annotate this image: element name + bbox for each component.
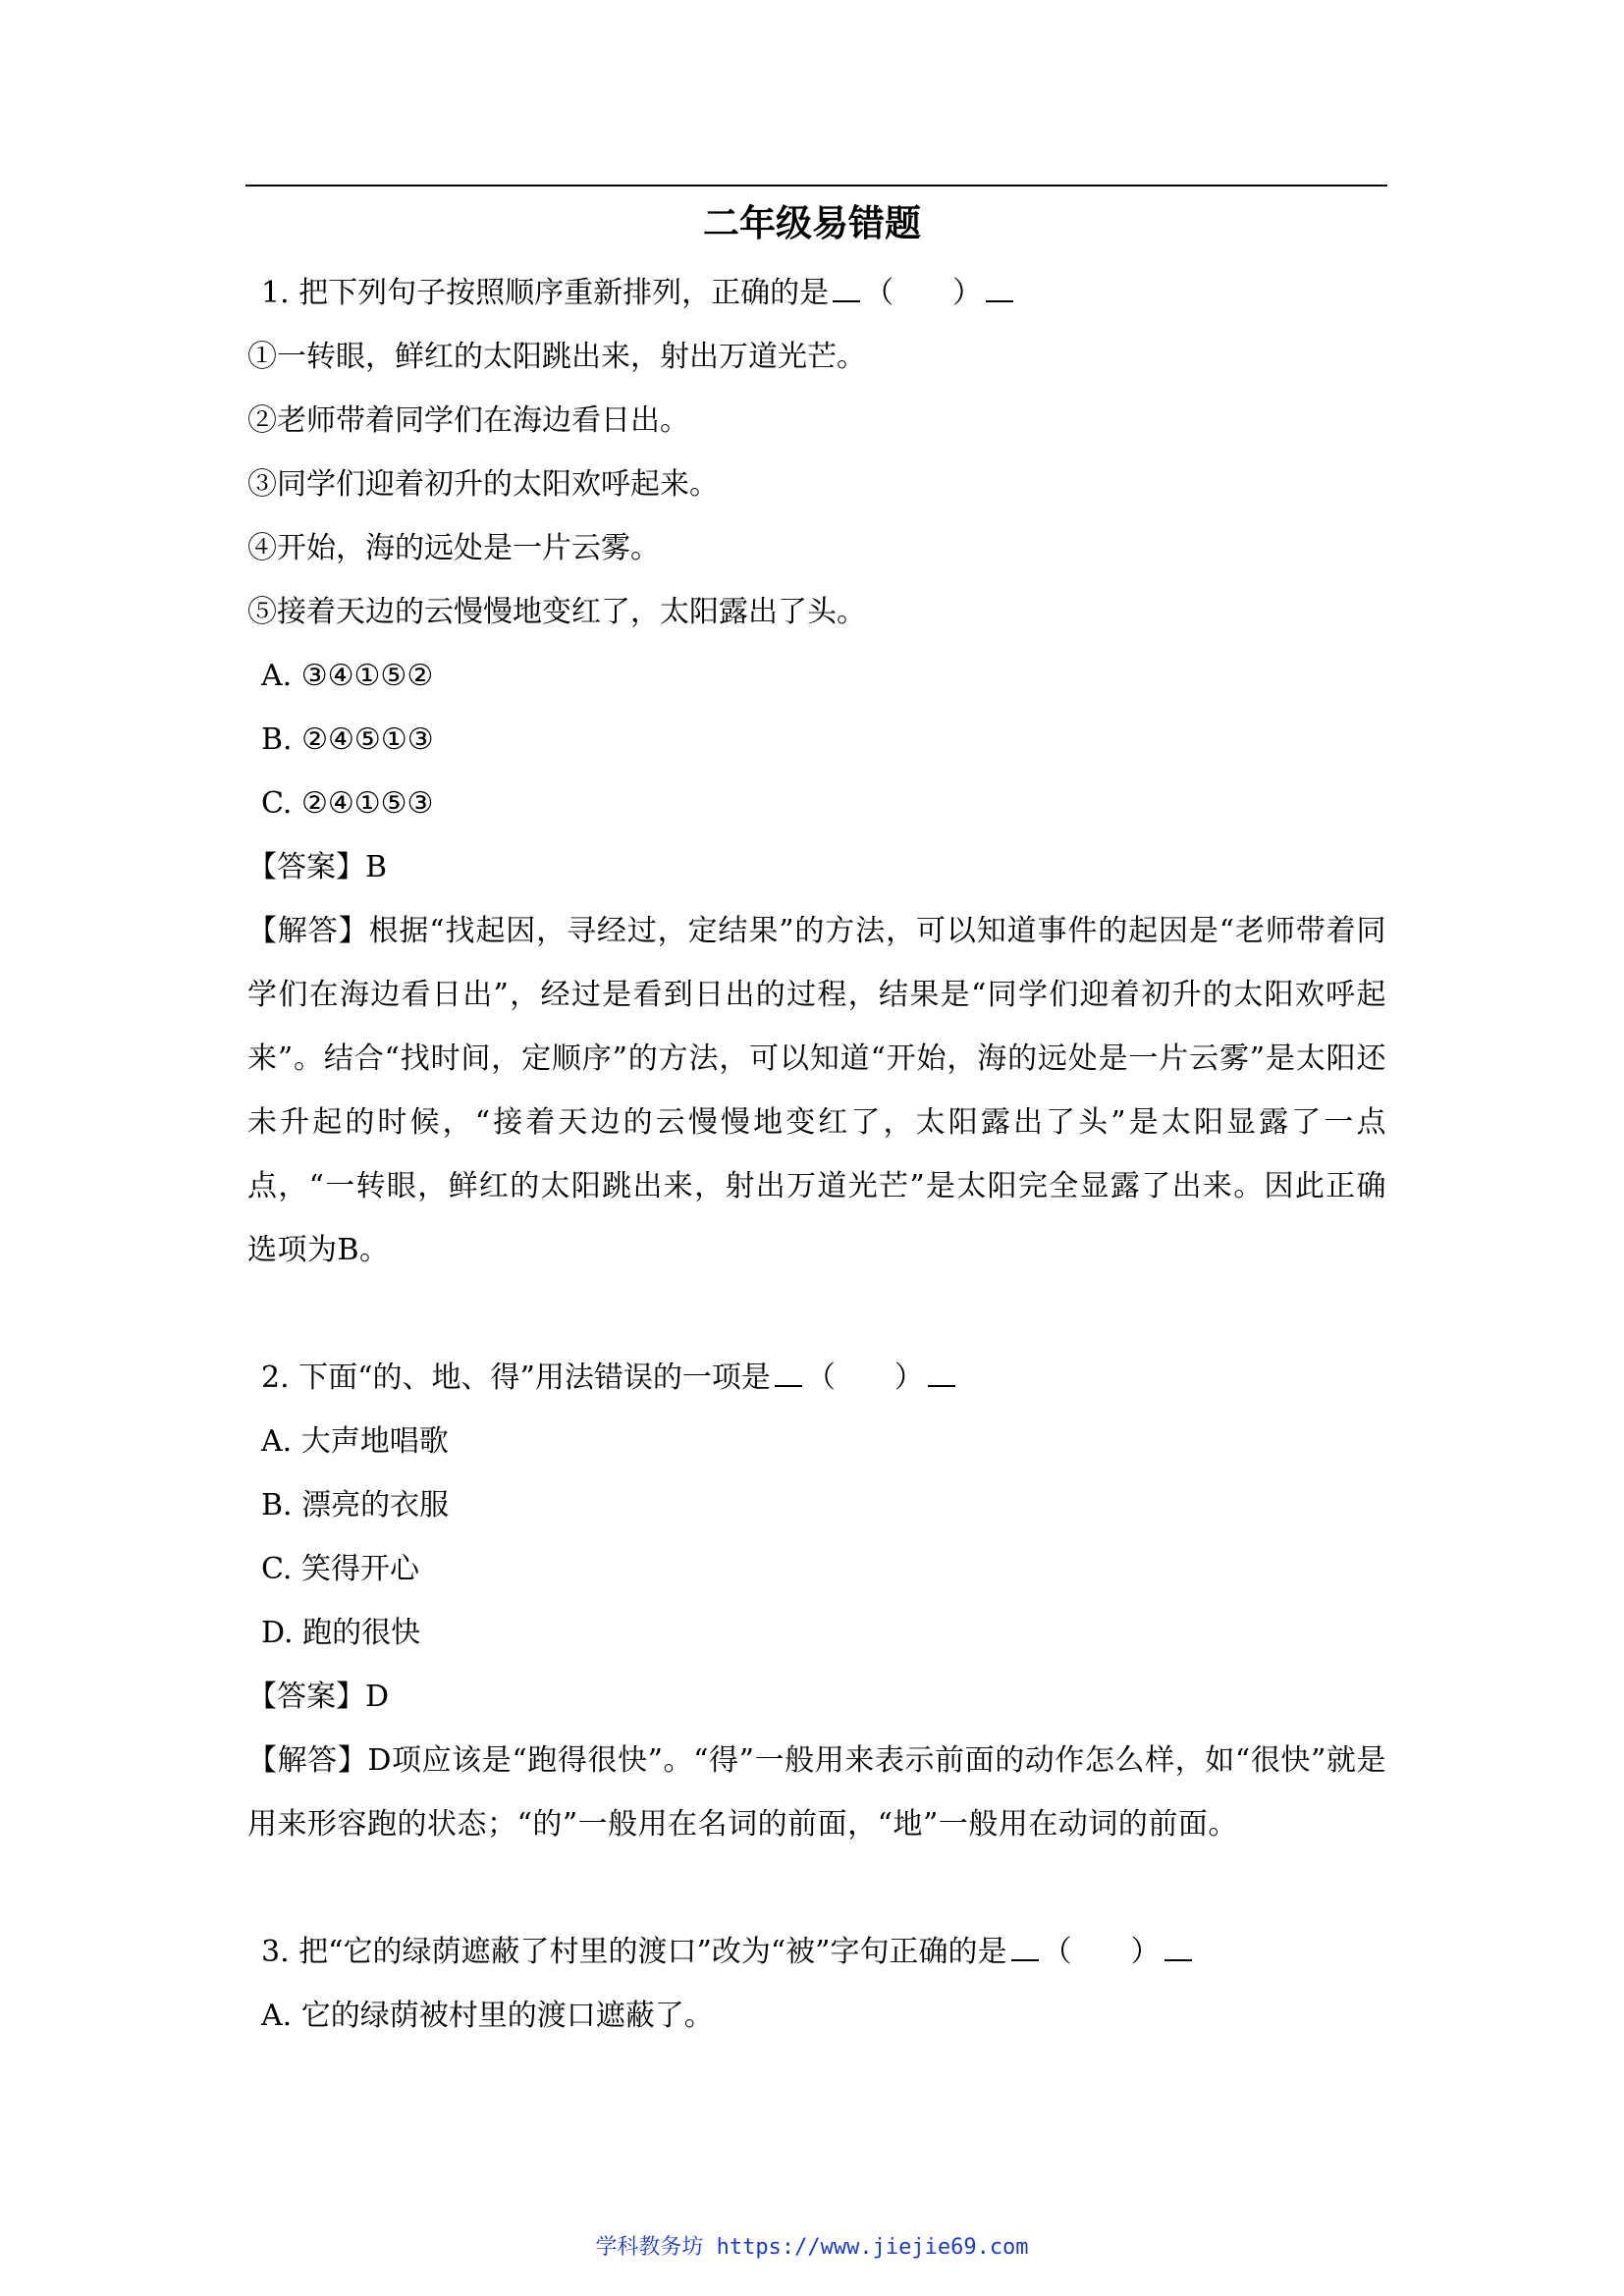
- option-d: D. 跑的很快: [261, 1616, 421, 1650]
- answer-line: 【答案】B: [247, 850, 388, 884]
- sentence-item: ④开始，海的远处是一片云雾。: [247, 531, 660, 565]
- explanation: 【解答】根据“找起因，寻经过，定结果”的方法，可以知道事件的起因是“老师带着同学们在海边看日出”，经过是看到日出的过程，结果是“同学们迎着初升的太阳欢呼起来”。结合“找时间，定顺序”的方法，可以知道“开始，海的远处是一片云雾”是太阳还未升起的时候，“接着天边的云慢慢地变红了，太阳露出了头”是太阳显露了一点点，“一转眼，鲜红的太阳跳出来，射出万道光芒”是太阳完全显露了出来。因此正确选项为B。: [247, 914, 1387, 1267]
- page-title: 二年级易错题: [703, 202, 921, 244]
- answer-blank: [775, 1360, 802, 1387]
- sentence-item: ①一转眼，鲜红的太阳跳出来，射出万道光芒。: [247, 340, 866, 374]
- sentence-item: ③同学们迎着初升的太阳欢呼起来。: [247, 467, 719, 502]
- header-rule: [245, 185, 1387, 187]
- spacer: [247, 1282, 1386, 1346]
- answer-blank: [1011, 1934, 1039, 1961]
- question-2-stem: 2. 下面“的、地、得”用法错误的一项是 （ ）: [247, 1346, 1386, 1410]
- answer-blank: [986, 275, 1013, 302]
- footer-watermark[interactable]: 学科教务坊 https://www.jiejie69.com: [595, 2235, 1029, 2260]
- sentence-item: ⑤接着天边的云慢慢地变红了，太阳露出了头。: [247, 595, 866, 629]
- answer-blank: [1164, 1934, 1192, 1961]
- question-3-stem: 3. 把“它的绿荫遮蔽了村里的渡口”改为“被”字句正确的是 （ ）: [247, 1920, 1386, 1984]
- spacer: [247, 1856, 1386, 1920]
- sentence-item: ②老师带着同学们在海边看日出。: [247, 403, 689, 438]
- option-b: B. 漂亮的衣服: [261, 1488, 450, 1522]
- content: [247, 261, 1386, 2048]
- option-a: A. ③④①⑤②: [261, 659, 434, 693]
- question-1-stem: 1. 把下列句子按照顺序重新排列，正确的是 （ ）: [247, 261, 1386, 325]
- answer-line: 【答案】D: [247, 1680, 390, 1714]
- option-a: A. 大声地唱歌: [261, 1424, 449, 1459]
- answer-blank: [833, 275, 860, 302]
- explanation: 【解答】D项应该是“跑得很快”。“得”一般用来表示前面的动作怎么样，如“很快”就是用来形容跑的状态；“的”一般用在名词的前面，“地”一般用在动词的前面。: [247, 1743, 1386, 1842]
- option-a: A. 它的绿荫被村里的渡口遮蔽了。: [261, 1999, 714, 2033]
- answer-blank: [928, 1360, 955, 1387]
- option-b: B. ②④⑤①③: [261, 722, 434, 757]
- option-c: C. ②④①⑤③: [261, 786, 434, 821]
- option-c: C. 笑得开心: [261, 1552, 419, 1586]
